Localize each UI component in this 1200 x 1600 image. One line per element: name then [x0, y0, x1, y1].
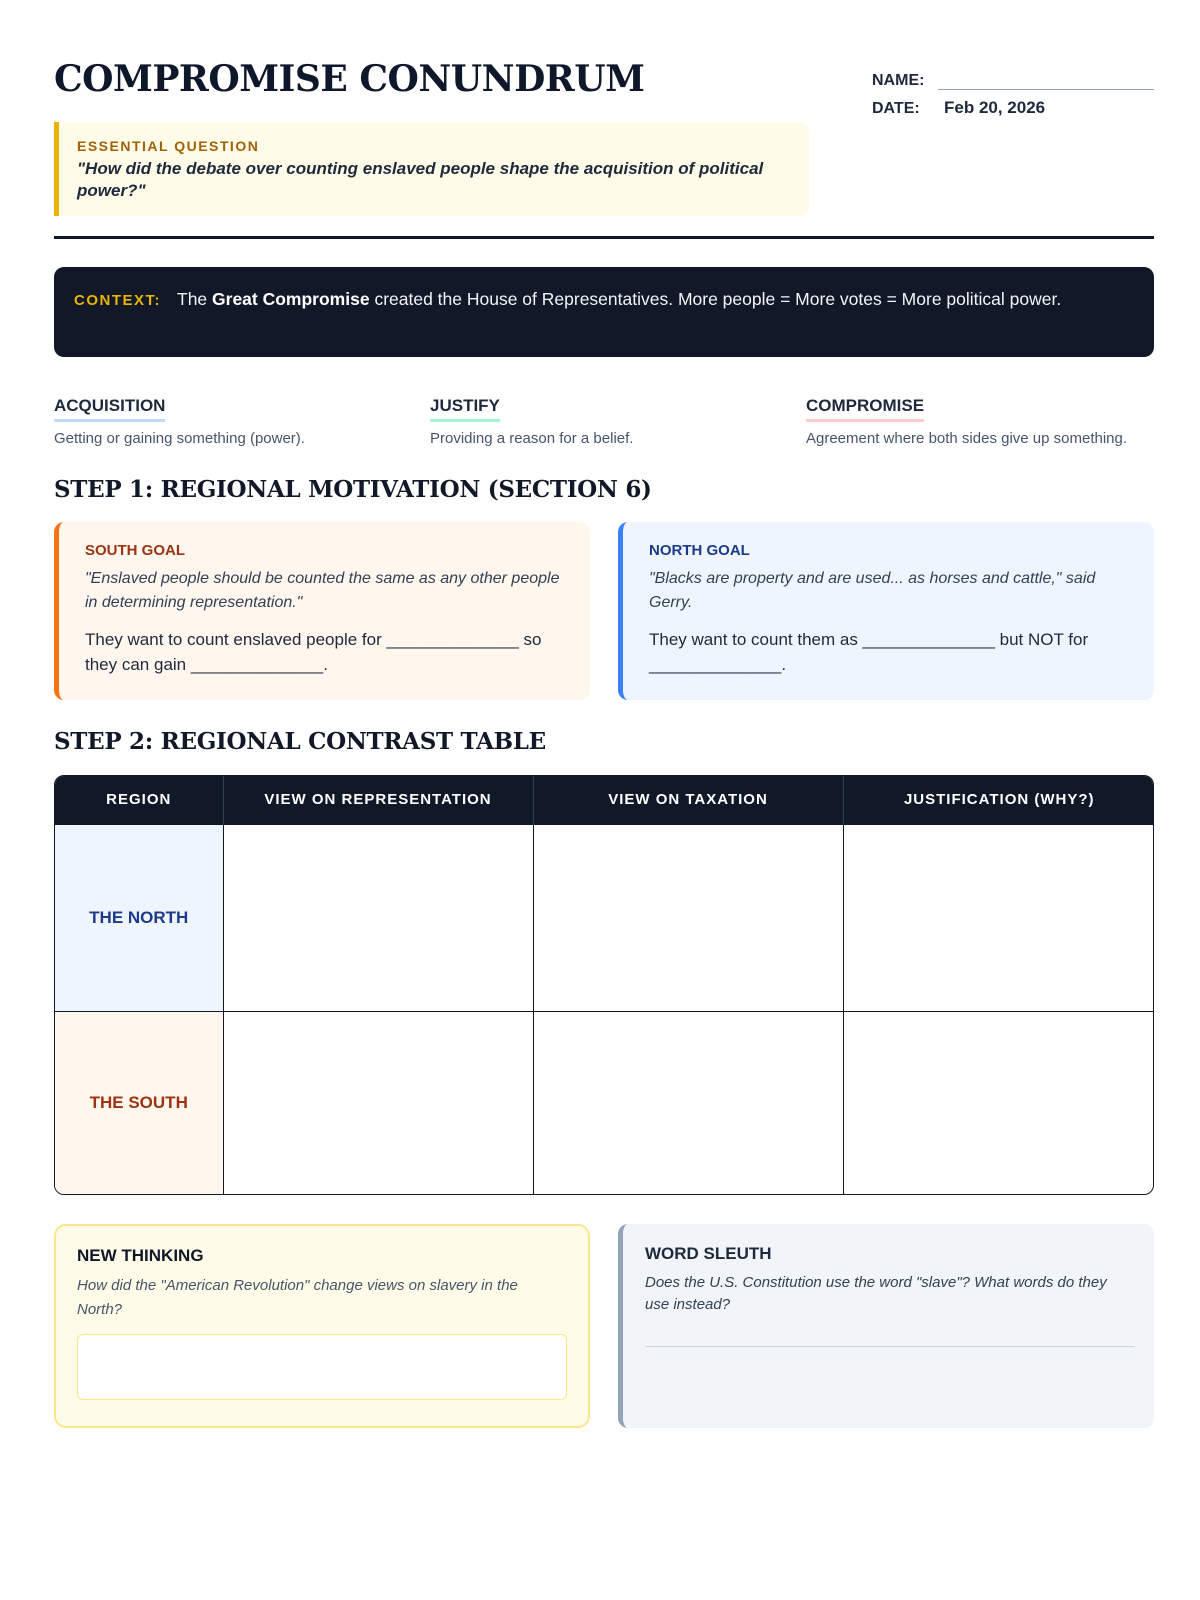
- vocab-definition: Agreement where both sides give up something.: [806, 430, 1128, 447]
- column-header-justification: JUSTIFICATION (WHY?): [843, 776, 1154, 824]
- step1-title: STEP 1: REGIONAL MOTIVATION (SECTION 6): [54, 476, 652, 503]
- context-banner: [54, 267, 1154, 357]
- north-goal-quote: "Blacks are property and are used... as horses and cattle," said Gerry.: [649, 570, 1096, 611]
- new-thinking-card: [54, 1224, 590, 1428]
- vocab-justify: [430, 396, 790, 447]
- answer-cell[interactable]: [223, 824, 533, 1011]
- word-sleuth-card: [618, 1224, 1154, 1428]
- vocab-acquisition: [54, 396, 414, 447]
- context-bold-term: Great Compromise: [212, 289, 370, 309]
- north-goal-prompt[interactable]: They want to count them as ______________ but NOT for ______________.: [649, 630, 1089, 674]
- word-sleuth-label: WORD SLEUTH: [645, 1244, 772, 1263]
- south-goal-card: [54, 522, 590, 700]
- vocab-term: COMPROMISE: [806, 396, 924, 422]
- context-text-before: The: [177, 289, 213, 309]
- date-row: [872, 90, 1154, 118]
- table-header-row: [55, 776, 1154, 824]
- word-sleuth-answer-line[interactable]: [645, 1346, 1135, 1347]
- header-divider: [54, 236, 1154, 239]
- date-value: Feb 20, 2026: [944, 98, 1046, 117]
- name-input-line[interactable]: [938, 68, 1154, 90]
- north-goal-label: NORTH GOAL: [649, 542, 750, 559]
- column-header-representation: VIEW ON REPRESENTATION: [223, 776, 533, 824]
- region-cell-north: THE NORTH: [55, 824, 223, 1011]
- north-goal-card: [618, 522, 1154, 700]
- new-thinking-answer-box[interactable]: [77, 1334, 567, 1400]
- vocab-compromise: [806, 396, 1166, 447]
- vocab-definition: Getting or gaining something (power).: [54, 430, 305, 447]
- south-goal-prompt[interactable]: They want to count enslaved people for ______________ so they can gain ______________.: [85, 630, 542, 674]
- answer-cell[interactable]: [533, 1011, 843, 1194]
- answer-cell[interactable]: [223, 1011, 533, 1194]
- name-row: [872, 62, 1154, 90]
- date-label: DATE:: [872, 100, 920, 117]
- name-label: NAME:: [872, 72, 925, 89]
- essential-question-text: "How did the debate over counting enslaved people shape the acquisition of political power?": [77, 159, 764, 200]
- new-thinking-question: How did the "American Revolution" change views on slavery in the North?: [77, 1277, 518, 1318]
- page-title: COMPROMISE CONUNDRUM: [54, 58, 645, 100]
- answer-cell[interactable]: [843, 1011, 1154, 1194]
- vocab-term: JUSTIFY: [430, 396, 500, 422]
- south-goal-quote: "Enslaved people should be counted the same as any other people in determining representation.": [85, 570, 560, 611]
- student-info: [872, 62, 1154, 118]
- new-thinking-label: NEW THINKING: [77, 1246, 204, 1265]
- context-label: CONTEXT:: [74, 292, 161, 309]
- answer-cell[interactable]: [843, 824, 1154, 1011]
- column-header-taxation: VIEW ON TAXATION: [533, 776, 843, 824]
- answer-cell[interactable]: [533, 824, 843, 1011]
- step2-title: STEP 2: REGIONAL CONTRAST TABLE: [54, 728, 546, 755]
- essential-question-box: [54, 122, 809, 216]
- context-text-after: created the House of Representatives. More people = More votes = More political power.: [369, 289, 1062, 309]
- column-header-region: REGION: [55, 776, 223, 824]
- essential-question-label: ESSENTIAL QUESTION: [77, 138, 260, 154]
- vocab-term: ACQUISITION: [54, 396, 165, 422]
- word-sleuth-question: Does the U.S. Constitution use the word "slave"? What words do they use instead?: [645, 1274, 1107, 1313]
- worksheet-page: [54, 0, 1154, 1600]
- table-row-south: [55, 1011, 1154, 1194]
- contrast-table: [54, 775, 1154, 1195]
- vocab-definition: Providing a reason for a belief.: [430, 430, 634, 447]
- table-row-north: [55, 824, 1154, 1011]
- south-goal-label: SOUTH GOAL: [85, 542, 185, 559]
- region-cell-south: THE SOUTH: [55, 1011, 223, 1194]
